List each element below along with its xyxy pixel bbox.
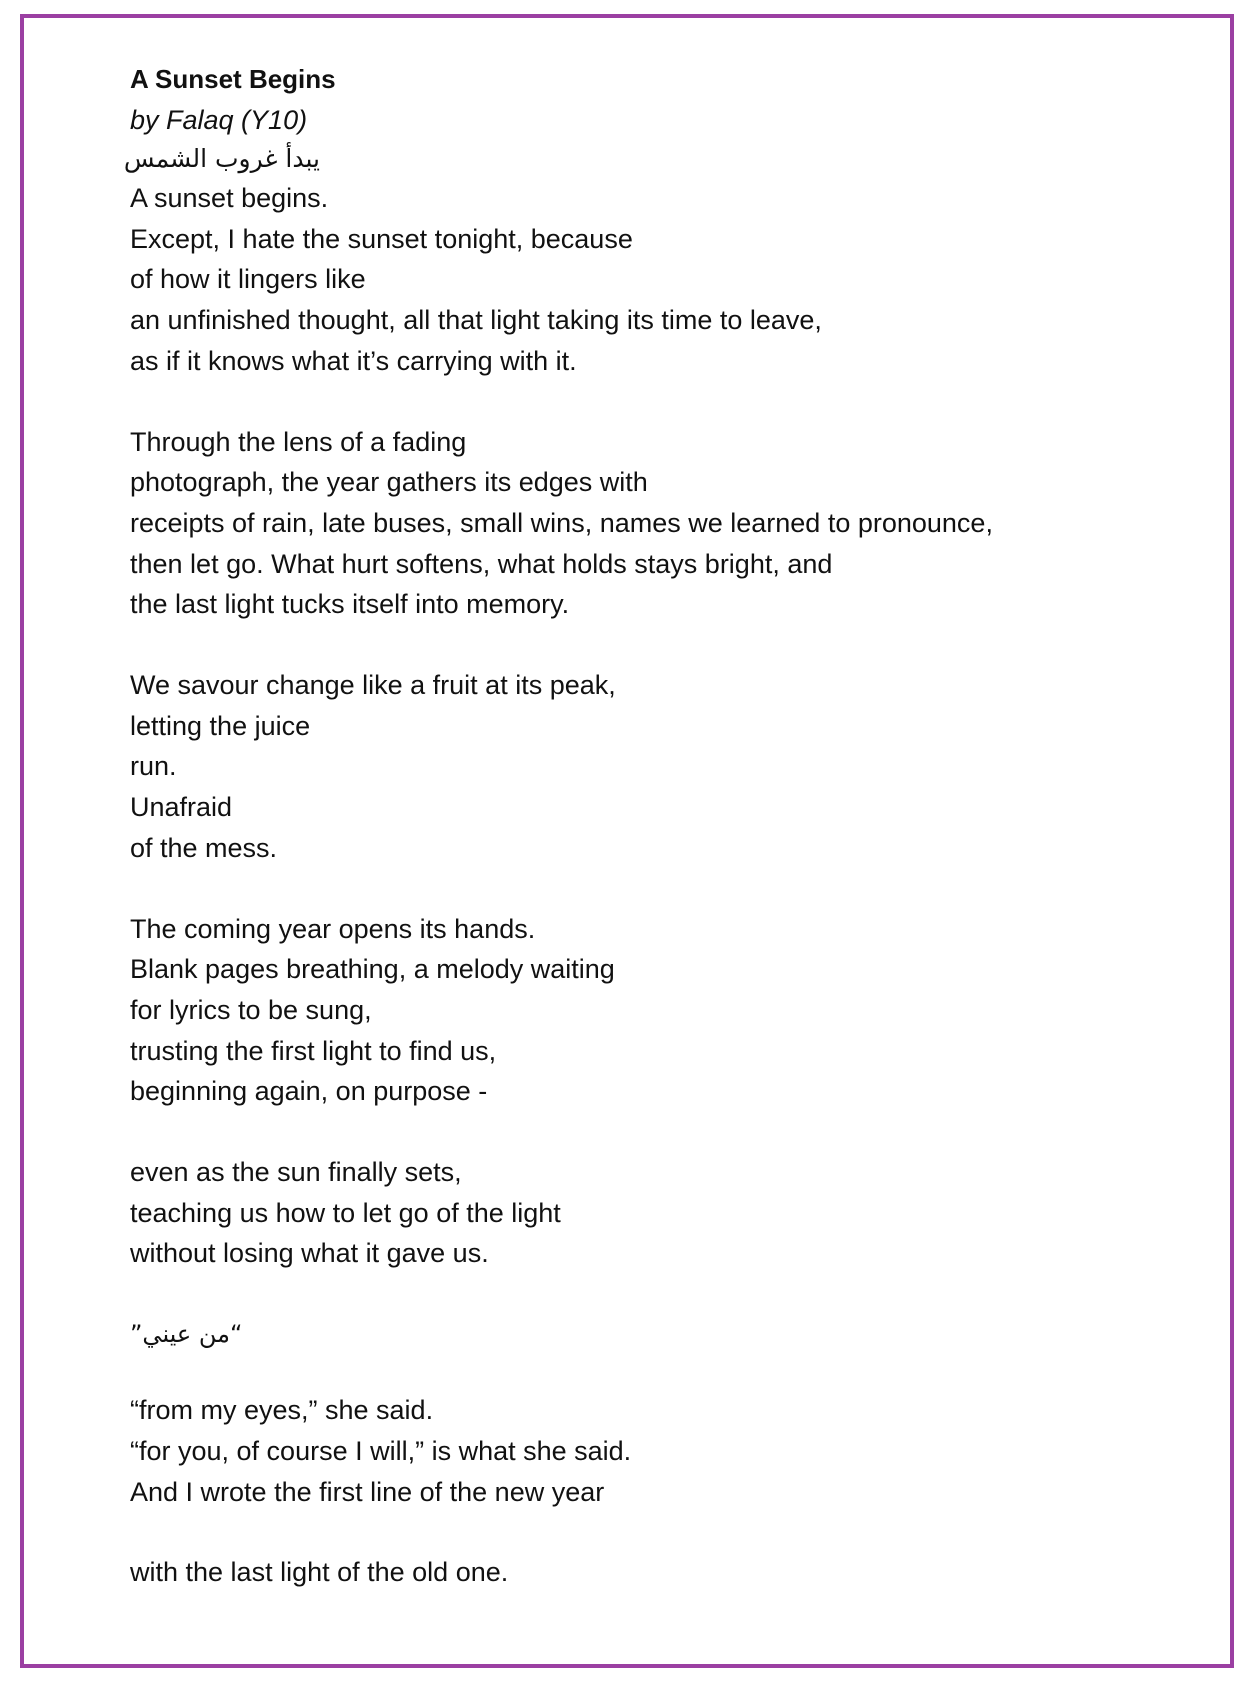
poem-line: A sunset begins.: [130, 183, 329, 213]
poem-line: Blank pages breathing, a melody waiting: [130, 954, 615, 985]
poem-line: of the mess.: [130, 832, 278, 863]
poem-line: of how it lingers like: [130, 264, 366, 295]
poem-title: A Sunset Begins: [130, 64, 336, 94]
poem-line: an unfinished thought, all that light taking its time to leave,: [130, 305, 822, 336]
poem-content: [123, 58, 1210, 1633]
poem-line: We savour change like a fruit at its peak,: [130, 670, 616, 701]
stanza-5: [130, 1152, 1210, 1274]
poem-line: Unafraid: [130, 792, 233, 823]
poem-line: trusting the first light to find us,: [130, 1035, 497, 1066]
poem-line: Except, I hate the sunset tonight, because: [130, 223, 633, 254]
poem-line: run.: [130, 751, 177, 782]
poem-line: Through the lens of a fading: [130, 426, 467, 457]
stanza-1: [130, 178, 1210, 382]
arabic-title: يبدأ غروب الشمس: [123, 144, 320, 173]
poem-line: with the last light of the old one.: [130, 1557, 509, 1588]
poem-line: “for you, of course I will,” is what she said.: [130, 1435, 632, 1466]
stanza-3: [130, 665, 1210, 869]
poem-line: as if it knows what it’s carrying with it.: [130, 345, 577, 376]
poem-line: The coming year opens its hands.: [130, 913, 536, 944]
poem-line: letting the juice: [130, 710, 311, 741]
arabic-quote: “من عيني”: [130, 1320, 243, 1349]
poem-line: then let go. What hurt softens, what holds stays bright, and: [130, 548, 833, 579]
poem-line: beginning again, on purpose -: [130, 1076, 488, 1107]
poem-author: by Falaq (Y10): [130, 105, 308, 135]
poem-line: receipts of rain, late buses, small wins, names we learned to pronounce,: [130, 507, 993, 538]
stanza-4: [130, 909, 1210, 1113]
poem-line: the last light tucks itself into memory.: [130, 589, 570, 620]
stanza-2: [130, 422, 1210, 626]
stanza-6: [130, 1390, 1210, 1512]
poem-line: without losing what it gave us.: [130, 1238, 489, 1269]
poem-line: even as the sun finally sets,: [130, 1157, 462, 1188]
poem-line: photograph, the year gathers its edges with: [130, 467, 648, 498]
stanza-7: [130, 1552, 1210, 1593]
poem-line: “from my eyes,” she said.: [130, 1395, 434, 1426]
poem-line: teaching us how to let go of the light: [130, 1197, 561, 1228]
poem-line: for lyrics to be sung,: [130, 994, 372, 1025]
poem-line: And I wrote the first line of the new year: [130, 1476, 605, 1507]
